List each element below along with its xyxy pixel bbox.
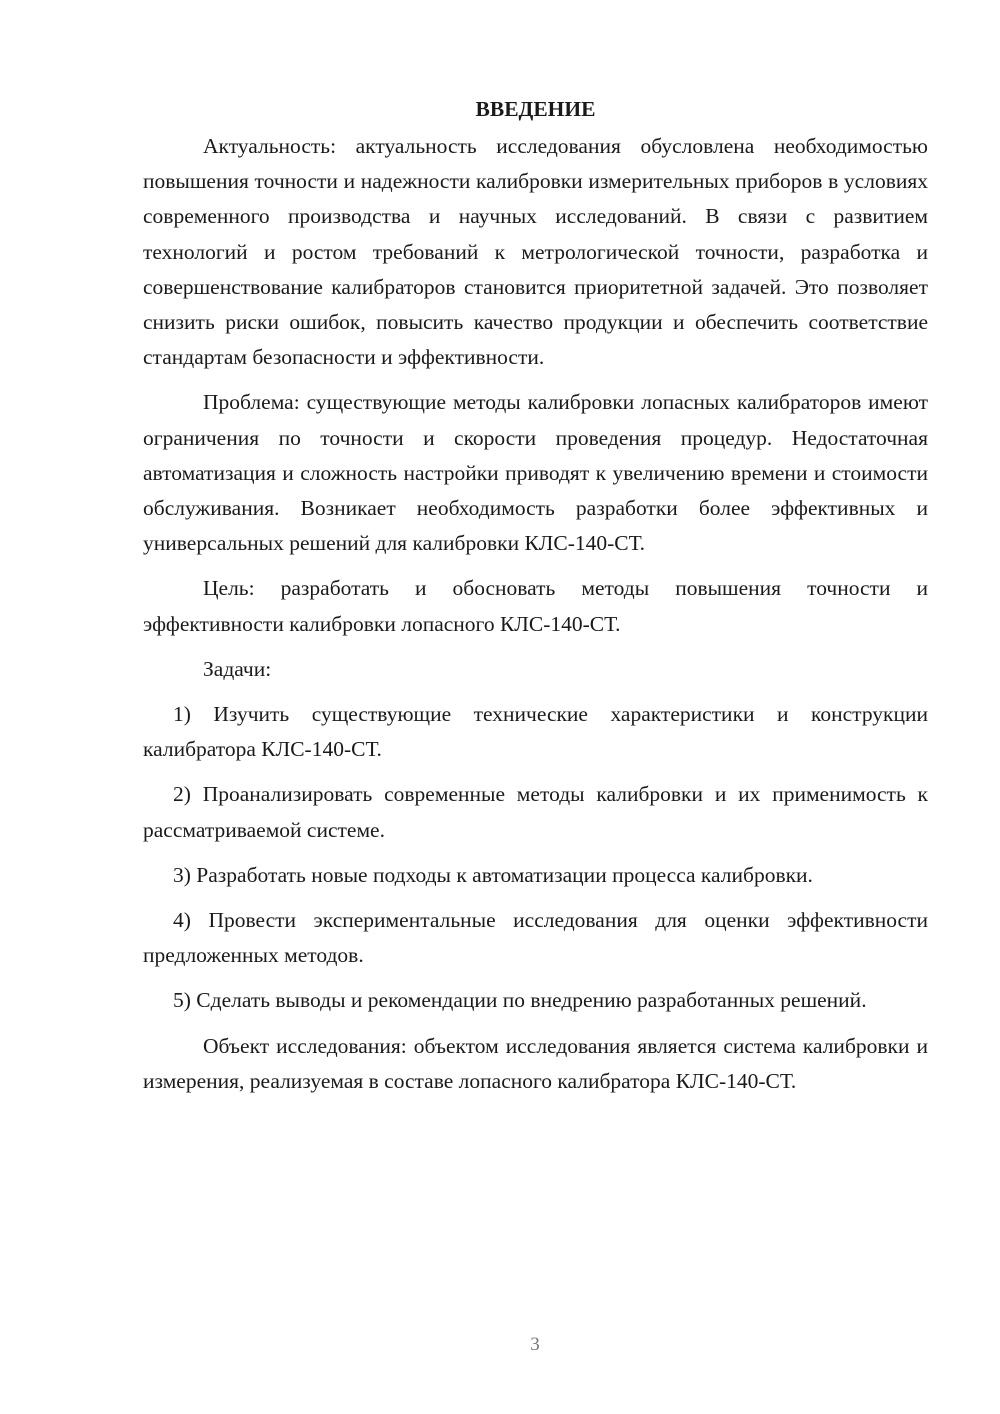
- paragraph-problem: Проблема: существующие методы калибровки лопасных калибраторов имеют ограничения по точности и скорости проведения процедур. Недостаточная автоматизация и сложность настройки приводят к увеличению времени и стоимости обслуживания. Возникает необходимость разработки более эффективных и универсальных решений для калибровки КЛС-140-СТ.: [143, 390, 928, 556]
- section-title: ВВЕДЕНИЕ: [475, 97, 596, 121]
- task-item-1: 1) Изучить существующие технические характеристики и конструкции калибратора КЛС-140-СТ.: [143, 702, 928, 762]
- task-item-3: 3) Разработать новые подходы к автоматизации процесса калибровки.: [173, 862, 813, 887]
- task-item-5: 5) Сделать выводы и рекомендации по внедрению разработанных решений.: [173, 988, 867, 1013]
- document-page: [143, 92, 928, 1099]
- tasks-heading: Задачи:: [203, 656, 272, 681]
- paragraph-relevance: Актуальность: актуальность исследования обусловлена необходимостью повышения точности и надежности калибровки измерительных приборов в условиях современного производства и научных исследований. В связи с развитием технологий и ростом требований к метрологической точности, разработка и совершенствование калибраторов становится приоритетной задачей. Это позволяет снизить риски ошибок, повысить качество продукции и обеспечить соответствие стандартам безопасности и эффективности.: [143, 134, 928, 370]
- task-item-2: 2) Проанализировать современные методы калибровки и их применимость к рассматриваемой системе.: [143, 782, 928, 842]
- paragraph-object: Объект исследования: объектом исследования является система калибровки и измерения, реализуемая в составе лопасного калибратора КЛС-140-СТ.: [143, 1033, 928, 1093]
- task-item-4: 4) Провести экспериментальные исследования для оценки эффективности предложенных методов.: [143, 908, 928, 968]
- page-number: 3: [530, 1334, 540, 1355]
- paragraph-goal: Цель: разработать и обосновать методы повышения точности и эффективности калибровки лопасного КЛС-140-СТ.: [143, 576, 928, 636]
